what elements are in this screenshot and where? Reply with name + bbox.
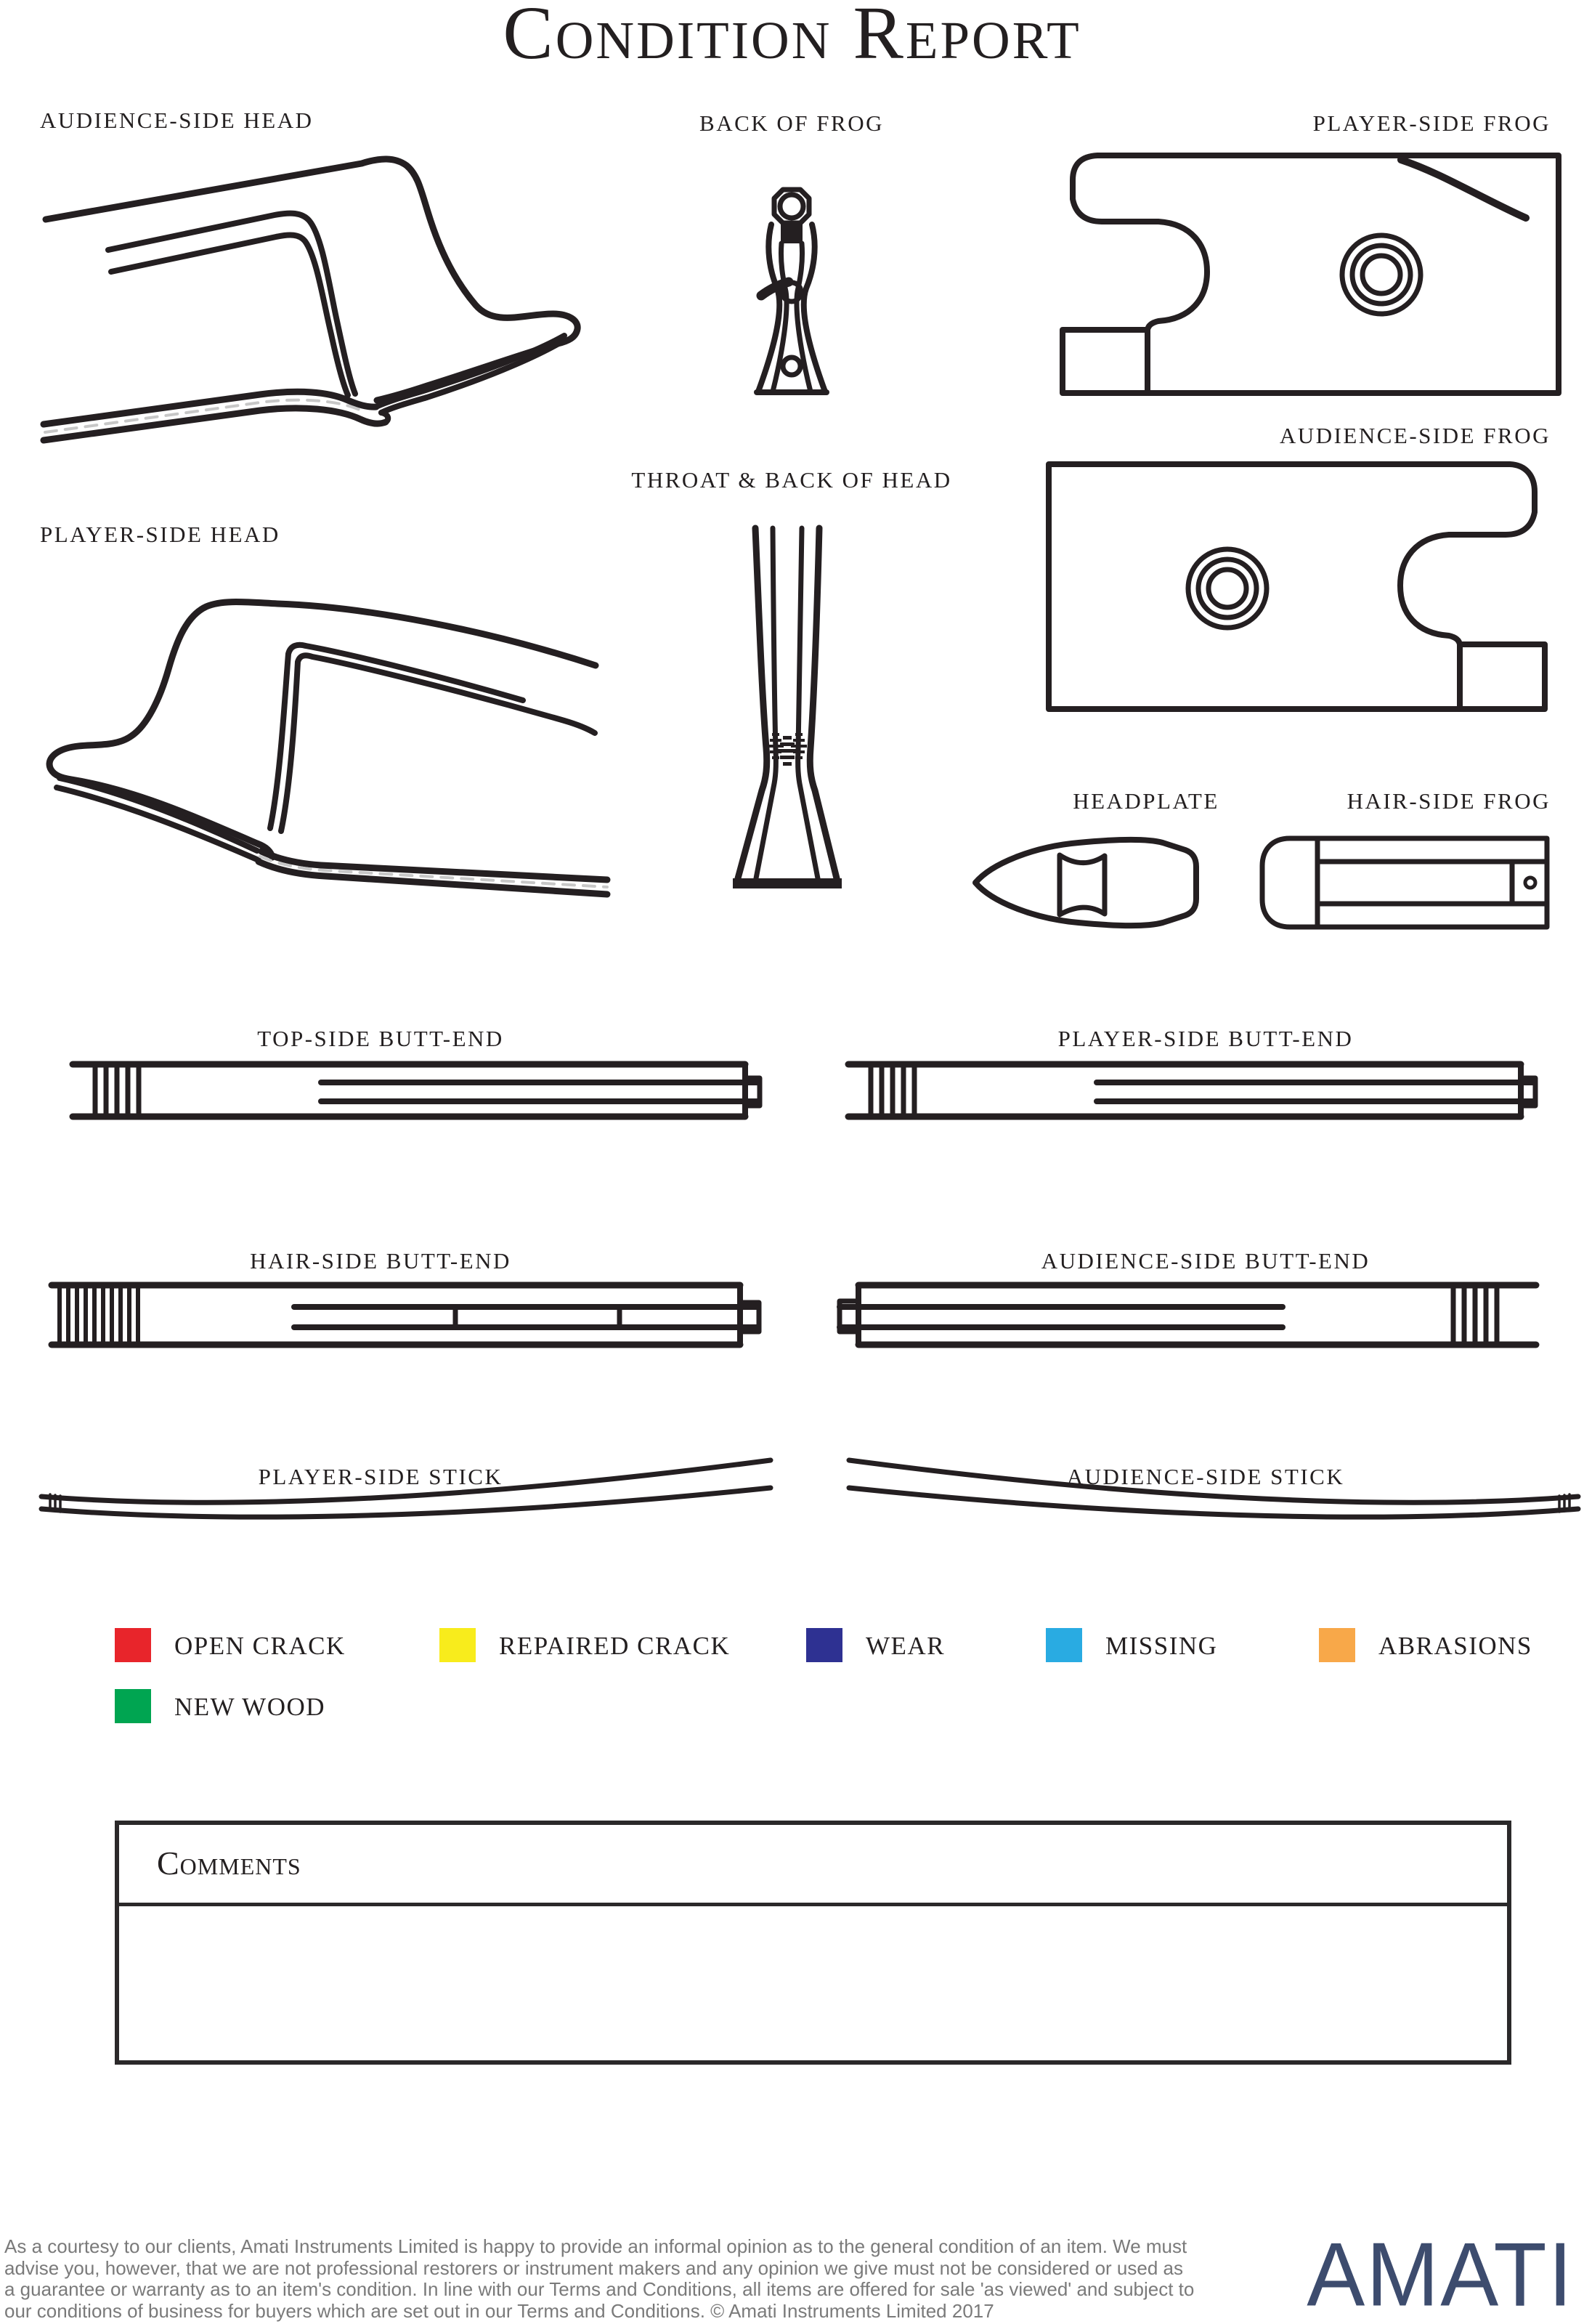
disclaimer-line: As a courtesy to our clients, Amati Instruments Limited is happy to provide an informal opinion as to the general condition of an item. We must <box>4 2235 1187 2257</box>
legend-item-new-wood <box>115 1689 325 1723</box>
top-side-butt-end-diagram <box>71 1061 768 1120</box>
abrasions-swatch <box>1319 1628 1355 1662</box>
disclaimer-line: our conditions of business for buyers which are set out in our Terms and Conditions. © Amati Instruments Limited 2017 <box>4 2299 994 2322</box>
label-headplate: HEADPLATE <box>1073 788 1219 814</box>
legend-item-missing <box>1046 1628 1217 1662</box>
label-hair-side-butt-end: HAIR-SIDE BUTT-END <box>250 1248 511 1274</box>
label-top-side-butt-end: TOP-SIDE BUTT-END <box>257 1026 504 1051</box>
label-audience-side-stick: AUDIENCE-SIDE STICK <box>1066 1464 1345 1489</box>
amati-logo: AMATI <box>1307 2224 1574 2324</box>
label-player-side-frog: PLAYER-SIDE FROG <box>1312 110 1551 136</box>
hair-side-butt-end-diagram <box>47 1281 773 1349</box>
label-audience-side-head: AUDIENCE-SIDE HEAD <box>40 108 314 133</box>
legend-item-abrasions <box>1319 1628 1532 1662</box>
legend-label: WEAR <box>866 1631 946 1660</box>
legend-item-wear <box>806 1628 945 1662</box>
label-audience-side-frog: AUDIENCE-SIDE FROG <box>1279 423 1551 448</box>
label-player-side-stick: PLAYER-SIDE STICK <box>258 1464 503 1489</box>
new-wood-swatch <box>115 1689 151 1723</box>
label-audience-side-butt-end: AUDIENCE-SIDE BUTT-END <box>1041 1248 1370 1274</box>
repaired-crack-mark <box>1401 160 1526 218</box>
label-player-side-butt-end: PLAYER-SIDE BUTT-END <box>1057 1026 1354 1051</box>
legend-item-open-crack <box>115 1628 346 1662</box>
back-of-frog-diagram <box>726 185 853 412</box>
comments-box <box>115 1821 1511 2065</box>
repaired-crack-swatch <box>439 1628 476 1662</box>
comments-header <box>119 1825 1507 1906</box>
audience-side-frog-diagram <box>1046 461 1551 712</box>
player-side-stick-diagram <box>40 1453 773 1526</box>
comments-label: Comments <box>157 1845 301 1882</box>
label-back-of-frog: BACK OF FROG <box>699 110 884 136</box>
label-player-side-head: PLAYER-SIDE HEAD <box>40 522 280 547</box>
page-title: Condition Report <box>503 0 1081 75</box>
throat-back-of-head-diagram <box>715 527 869 899</box>
legend-label: NEW WOOD <box>174 1692 326 1721</box>
audience-side-head-diagram <box>15 138 617 461</box>
audience-side-stick-diagram <box>846 1453 1580 1526</box>
missing-swatch <box>1046 1628 1082 1662</box>
hair-side-frog-diagram <box>1256 835 1551 930</box>
disclaimer-line: advise you, however, that we are not professional restorers or instrument makers and any opinion we give must not be considered or used as <box>4 2256 1183 2279</box>
player-side-head-diagram <box>15 574 617 908</box>
legend-item-repaired-crack <box>439 1628 730 1662</box>
player-side-butt-end-diagram <box>847 1061 1544 1120</box>
headplate-diagram <box>970 825 1209 941</box>
legend-label: REPAIRED CRACK <box>499 1631 731 1660</box>
player-side-frog-diagram <box>1057 153 1561 396</box>
audience-side-butt-end-diagram <box>835 1281 1561 1349</box>
wear-swatch <box>806 1628 842 1662</box>
label-hair-side-frog: HAIR-SIDE FROG <box>1347 788 1551 814</box>
label-throat-back-of-head: THROAT & BACK OF HEAD <box>631 467 952 493</box>
legend-label: MISSING <box>1105 1631 1218 1660</box>
open-crack-swatch <box>115 1628 151 1662</box>
comments-input-area[interactable] <box>119 1906 1507 2060</box>
legend-label: ABRASIONS <box>1378 1631 1532 1660</box>
legend-label: OPEN CRACK <box>174 1631 346 1660</box>
disclaimer-line: a guarantee or warranty as to an item's condition. In line with our Terms and Conditions, all items are offered for sale 'as viewed' and subject to <box>4 2278 1195 2300</box>
disclaimer-text <box>4 2236 1194 2322</box>
